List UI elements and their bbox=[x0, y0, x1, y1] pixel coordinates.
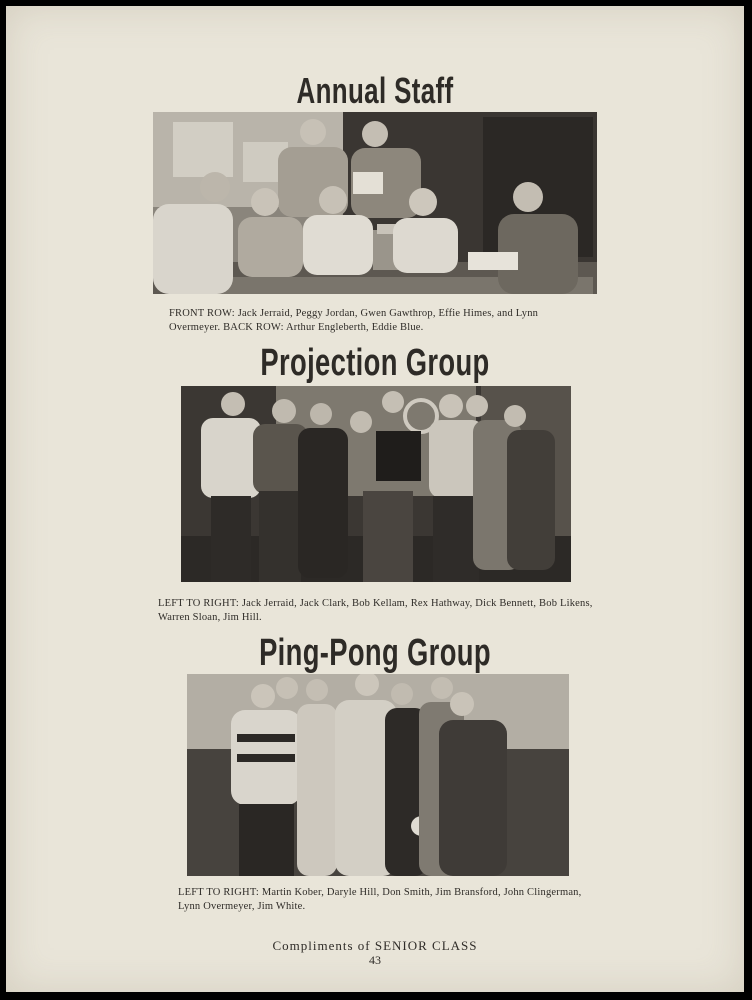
page-number: 43 bbox=[369, 953, 381, 967]
projection-group-title: Projection Group bbox=[260, 342, 490, 384]
annual-staff-caption: FRONT ROW: Jack Jerraid, Peggy Jordan, Gwen Gawthrop, Effie Himes, and Lynn Overmeyer. BACK ROW: Arthur Engleberth, Eddie Blue. bbox=[169, 308, 539, 333]
footer-compliments: Compliments of SENIOR CLASS bbox=[272, 938, 478, 953]
ping-pong-group-caption: LEFT TO RIGHT: Martin Kober, Daryle Hill, Don Smith, Jim Bransford, John Clingerman, Lynn Overmeyer, Jim White. bbox=[178, 887, 582, 912]
annual-staff-title: Annual Staff bbox=[296, 70, 454, 111]
projection-group-photo bbox=[181, 386, 571, 582]
annual-staff-photo bbox=[153, 112, 597, 294]
yearbook-page bbox=[6, 6, 744, 992]
projection-group-caption: LEFT TO RIGHT: Jack Jerraid, Jack Clark, Bob Kellam, Rex Hathway, Dick Bennett, Bob Likens, Warren Sloan, Jim Hill. bbox=[158, 598, 593, 623]
ping-pong-group-title: Ping-Pong Group bbox=[259, 632, 491, 674]
ping-pong-group-photo bbox=[187, 674, 569, 876]
